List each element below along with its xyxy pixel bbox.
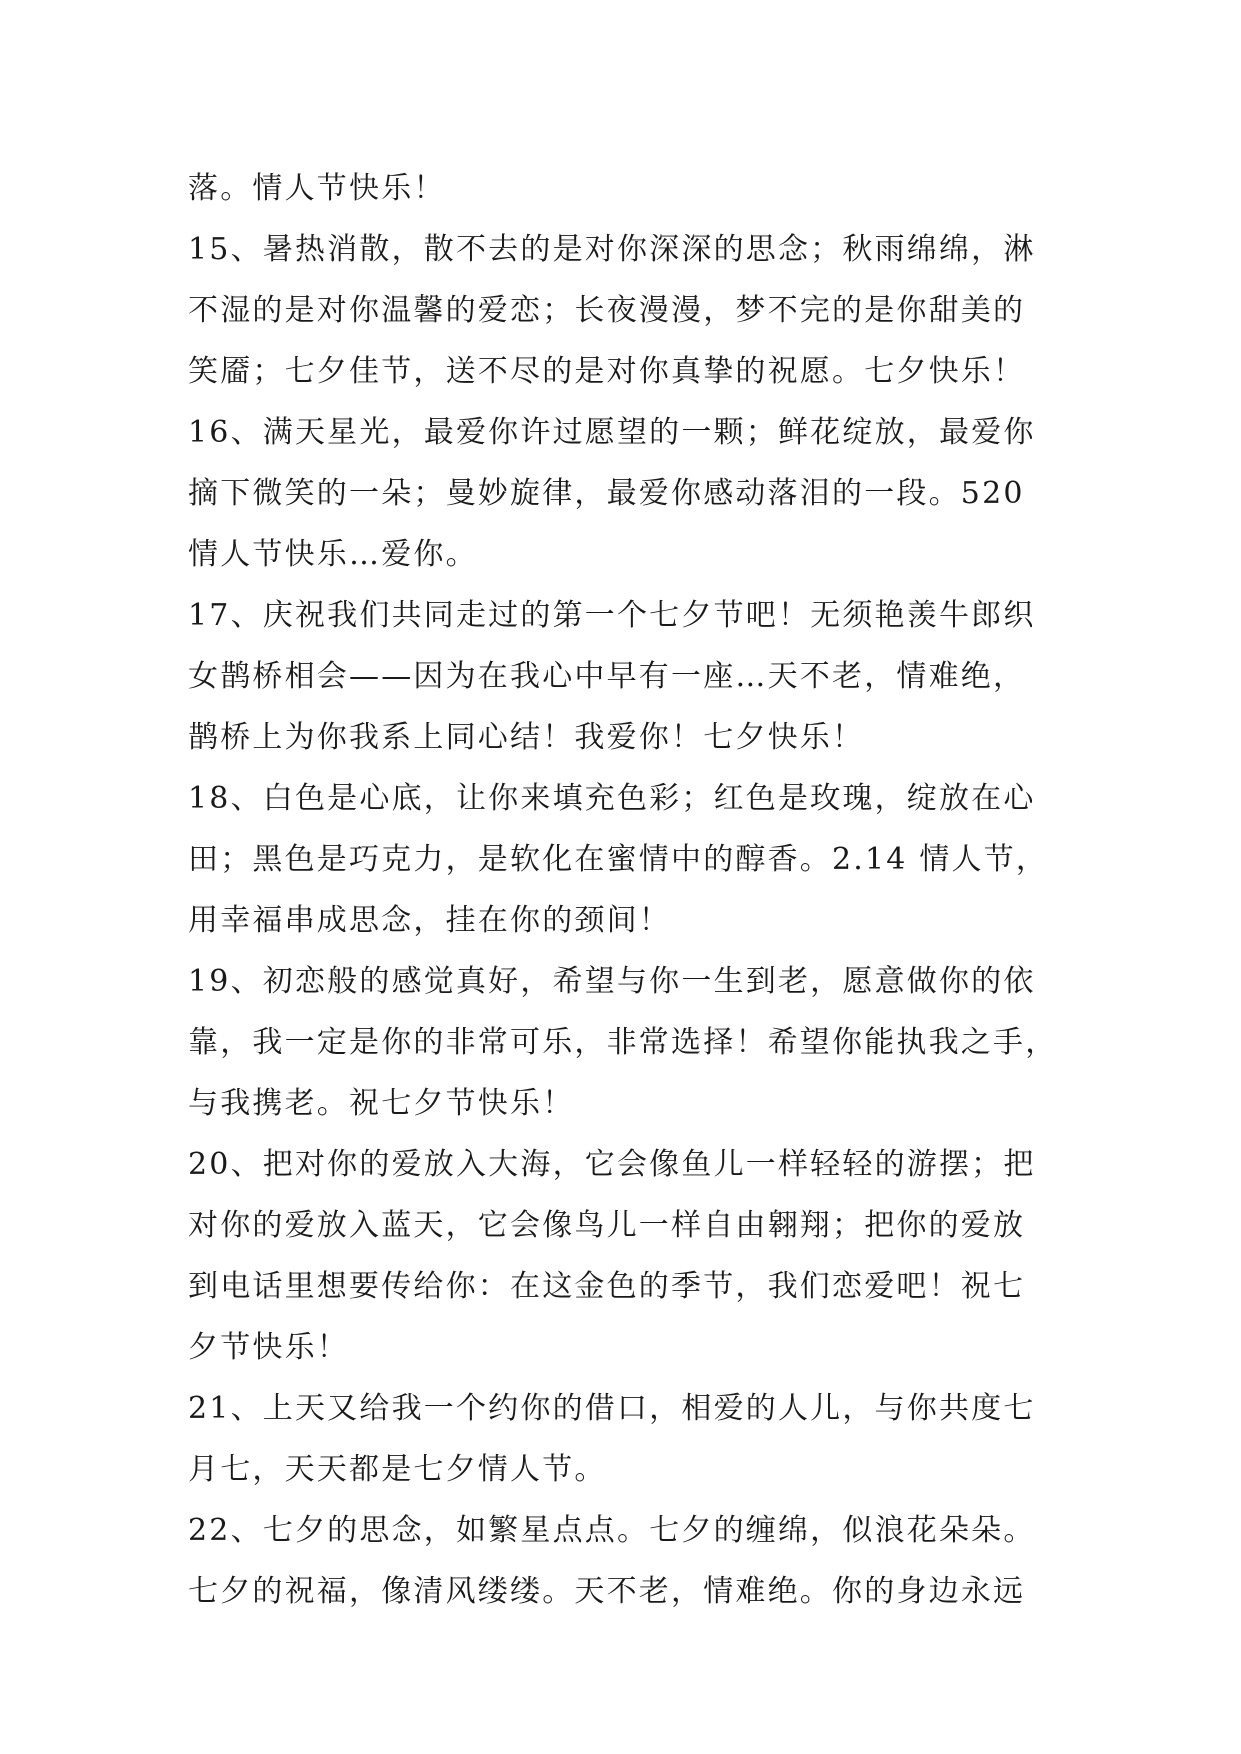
text-line: 18、白色是心底，让你来填充色彩；红色是玫瑰，绽放在心 bbox=[188, 781, 1036, 816]
text-line: 摘下微笑的一朵；曼妙旋律，最爱你感动落泪的一段。520 bbox=[188, 476, 1025, 511]
text-line: 15、暑热消散，散不去的是对你深深的思念；秋雨绵绵，淋 bbox=[188, 232, 1036, 267]
text-line: 田；黑色是巧克力，是软化在蜜情中的醇香。2.14 情人节， bbox=[188, 842, 1049, 877]
text-line: 落。情人节快乐！ bbox=[188, 171, 446, 206]
text-line: 鹊桥上为你我系上同心结！我爱你！七夕快乐！ bbox=[188, 720, 865, 755]
text-line: 不湿的是对你温馨的爱恋；长夜漫漫，梦不完的是你甜美的 bbox=[188, 293, 1026, 328]
text-line: 女鹊桥相会——因为在我心中早有一座…天不老，情难绝， bbox=[188, 659, 1026, 694]
text-line: 七夕的祝福，像清风缕缕。天不老，情难绝。你的身边永远 bbox=[188, 1574, 1026, 1609]
text-line: 21、上天又给我一个约你的借口，相爱的人儿，与你共度七 bbox=[188, 1391, 1036, 1426]
text-line: 与我携老。祝七夕节快乐！ bbox=[188, 1086, 575, 1121]
text-line: 情人节快乐…爱你。 bbox=[188, 537, 478, 572]
text-line: 17、庆祝我们共同走过的第一个七夕节吧！无须艳羡牛郎织 bbox=[188, 598, 1036, 633]
text-line: 20、把对你的爱放入大海，它会像鱼儿一样轻轻的游摆；把 bbox=[188, 1147, 1036, 1182]
text-line: 对你的爱放入蓝天，它会像鸟儿一样自由翱翔；把你的爱放 bbox=[188, 1208, 1026, 1243]
text-line: 16、满天星光，最爱你许过愿望的一颗；鲜花绽放，最爱你 bbox=[188, 415, 1036, 450]
text-line: 夕节快乐！ bbox=[188, 1330, 349, 1365]
document-body bbox=[188, 158, 1078, 1622]
text-line: 靠，我一定是你的非常可乐，非常选择！希望你能执我之手， bbox=[188, 1025, 1058, 1060]
text-line: 笑靥；七夕佳节，送不尽的是对你真挚的祝愿。七夕快乐！ bbox=[188, 354, 1026, 389]
text-line: 22、七夕的思念，如繁星点点。七夕的缠绵，似浪花朵朵。 bbox=[188, 1513, 1036, 1548]
text-line: 月七，天天都是七夕情人节。 bbox=[188, 1452, 607, 1487]
text-line: 19、初恋般的感觉真好，希望与你一生到老，愿意做你的依 bbox=[188, 964, 1036, 999]
text-line: 到电话里想要传给你：在这金色的季节，我们恋爱吧！祝七 bbox=[188, 1269, 1026, 1304]
text-line: 用幸福串成思念，挂在你的颈间！ bbox=[188, 903, 671, 938]
